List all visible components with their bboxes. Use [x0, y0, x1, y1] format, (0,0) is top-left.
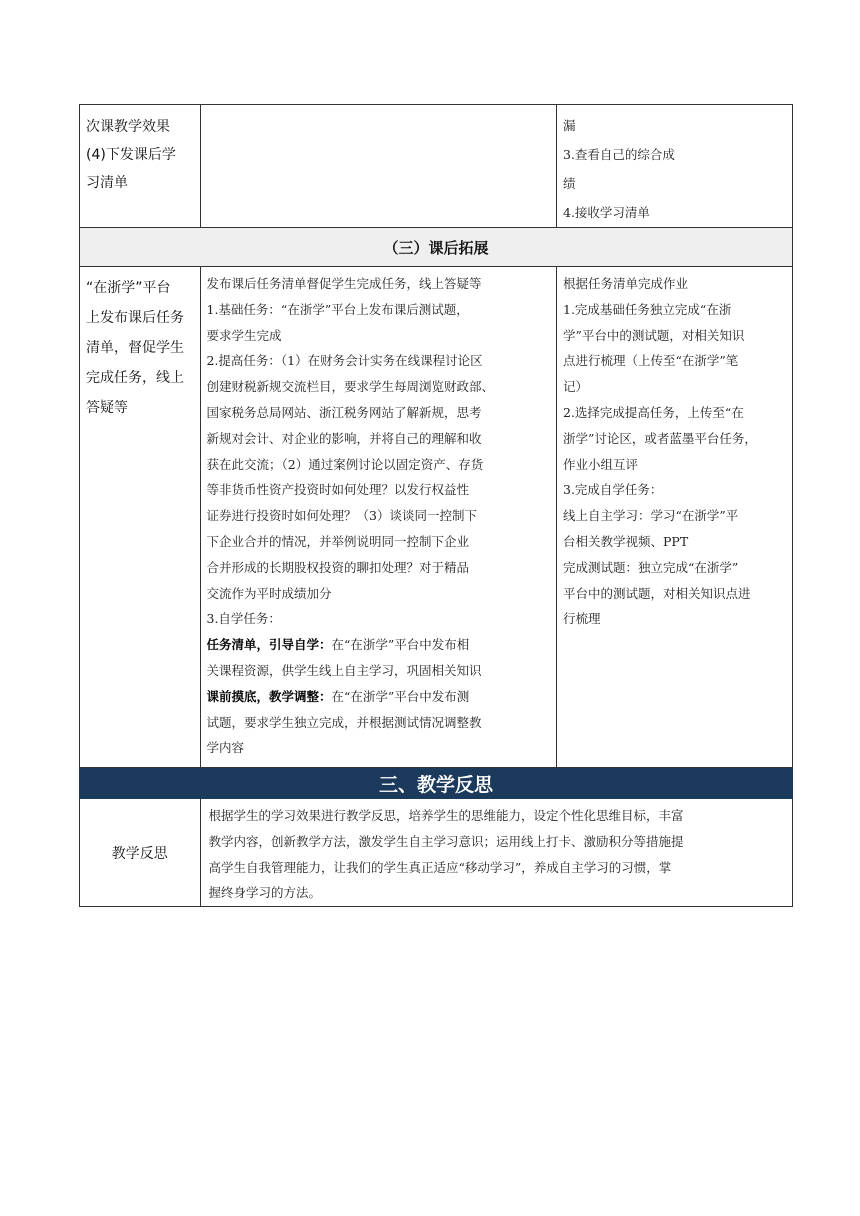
student-activity-line: 2.选择完成提高任务，上传至“在: [563, 404, 744, 420]
teacher-activity-line: 关课程资源，供学生线上自主学习，巩固相关知识: [206, 662, 482, 678]
top-left-cell: [80, 105, 201, 228]
extension-teacher-cell: [200, 267, 557, 768]
extension-left-line: 上发布课后任务: [86, 310, 184, 326]
extension-row: [80, 267, 793, 768]
reflection-text-cell: [200, 799, 793, 907]
top-left-line: (4)下发课后学: [86, 147, 176, 163]
student-activity-line: 平台中的测试题，对相关知识点进: [563, 585, 751, 601]
extension-left-line: 完成任务，线上: [86, 370, 184, 386]
student-activity-line: 浙学”讨论区，或者蓝墨平台任务，: [563, 430, 757, 446]
teacher-activity-line: [207, 632, 553, 658]
teacher-activity-line: 2.提高任务：（1）在财务会计实务在线课程讨论区: [206, 353, 483, 369]
reflection-line: 根据学生的学习效果进行教学反思，培养学生的思维能力，设定个性化思维目标，丰富: [208, 808, 684, 823]
top-left-line: 习清单: [86, 175, 128, 191]
teacher-activity-line: [207, 684, 553, 710]
extension-student-cell: [557, 267, 793, 768]
teacher-activity-line: 新规对会计、对企业的影响，并将自己的理解和收: [206, 430, 482, 446]
extension-left-line: “在浙学”平台: [86, 280, 171, 296]
student-activity-line: 完成测试题：独立完成“在浙学”: [563, 559, 739, 575]
teacher-activity-line: 下企业合并的情况，并举例说明同一控制下企业: [206, 533, 470, 549]
top-right-cell: [557, 105, 793, 228]
teacher-activity-line: 合并形成的长期股权投资的聊扣处理？对于精品: [206, 559, 470, 575]
section-title-extension: （三）课后拓展: [80, 228, 793, 267]
extension-left-line: 答疑等: [86, 400, 128, 416]
top-right-line: 绩: [563, 176, 576, 191]
teacher-activity-line: 1.基础任务：“在浙学”平台上发布课后测试题，: [206, 301, 469, 317]
top-right-line: 4.接收学习清单: [563, 205, 650, 220]
section-header-reflection: [80, 768, 793, 799]
top-right-line: 漏: [563, 118, 576, 133]
student-activity-line: 作业小组互评: [563, 456, 639, 472]
reflection-line: 高学生自我管理能力，让我们的学生真正适应“移动学习”，养成自主学习的习惯，掌: [208, 859, 672, 875]
top-middle-cell: [200, 105, 557, 228]
bold-phrase: 课前摸底，教学调整：: [206, 688, 332, 704]
teacher-activity-line: 学内容: [206, 740, 245, 756]
top-left-line: 次课教学效果: [86, 119, 170, 135]
reflection-row: [80, 799, 793, 907]
teacher-activity-line: 要求学生完成: [206, 327, 282, 343]
teacher-activity-line: 等非货币性资产投资时如何处理？以发行权益性: [206, 482, 470, 498]
student-activity-line: 点进行梳理（上传至“在浙学”笔: [563, 353, 739, 369]
section-title-reflection: 三、教学反思: [80, 768, 793, 799]
student-activity-line: 行梳理: [563, 611, 601, 627]
teacher-activity-line: 发布课后任务清单督促学生完成任务，线上答疑等: [206, 276, 482, 291]
teacher-activity-line: 获在此交流；（2）通过案例讨论以固定资产、存货: [206, 456, 484, 472]
student-activity-line: 记）: [563, 379, 589, 395]
extension-left-line: 清单，督促学生: [86, 340, 184, 356]
student-activity-line: 根据任务清单完成作业: [563, 276, 689, 291]
extension-left-cell: [80, 267, 201, 768]
top-right-line: 3.查看自己的综合成: [563, 147, 675, 162]
bold-phrase: 任务清单，引导自学：: [206, 637, 332, 653]
student-activity-line: 线上自主学习：学习“在浙学”平: [563, 508, 739, 524]
teacher-activity-line: 证券进行投资时如何处理？（3）谈谈同一控制下: [206, 508, 477, 524]
student-activity-line: 1.完成基础任务独立完成“在浙: [563, 301, 732, 317]
teacher-activity-line: 3.自学任务：: [206, 611, 281, 627]
teacher-activity-line: 创建财税新规交流栏目，要求学生每周浏览财政部、: [206, 379, 495, 395]
reflection-line: 握终身学习的方法。: [208, 885, 322, 901]
teacher-activity-line: 交流作为平时成绩加分: [206, 585, 332, 601]
reflection-label: 教学反思: [80, 799, 201, 907]
teacher-activity-line: 试题，要求学生独立完成，并根据测试情况调整教: [206, 714, 482, 730]
reflection-line: 教学内容，创新教学方法，激发学生自主学习意识；运用线上打卡、激励积分等措施提: [208, 833, 684, 849]
teacher-activity-text: 在“在浙学”平台中发布相: [331, 637, 470, 653]
student-activity-line: 3.完成自学任务：: [563, 482, 663, 498]
student-activity-line: 学”平台中的测试题，对相关知识: [563, 327, 745, 343]
teacher-activity-line: 国家税务总局网站、浙江税务网站了解新规，思考: [206, 404, 482, 420]
lesson-plan-table: [79, 104, 793, 907]
top-row: [80, 105, 793, 228]
section-header-extension: [80, 228, 793, 267]
teacher-activity-text: 在“在浙学”平台中发布测: [331, 688, 470, 704]
student-activity-line: 台相关教学视频、PPT: [563, 533, 689, 549]
